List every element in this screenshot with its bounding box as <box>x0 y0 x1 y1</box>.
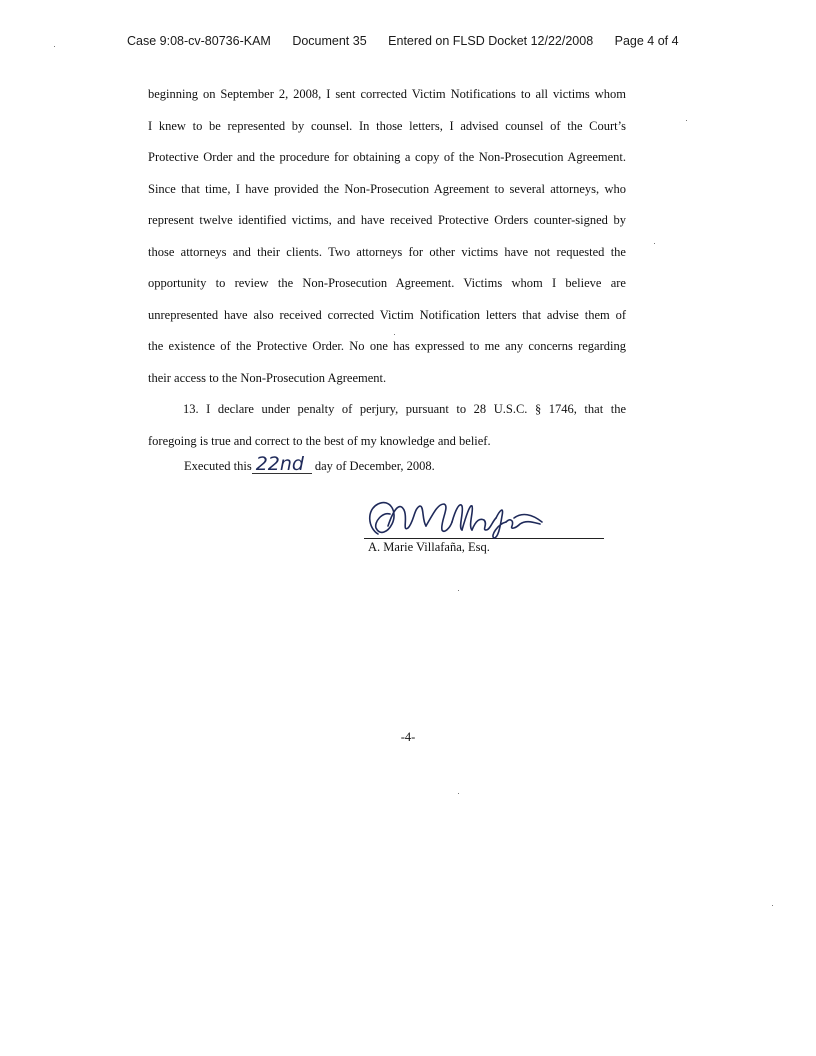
body-line: those attorneys and their clients. Two attorneys for other victims have not requested the <box>148 244 626 259</box>
handwritten-day: 22nd <box>252 455 312 474</box>
scan-speck <box>54 46 55 47</box>
body-line: Protective Order and the procedure for obtaining a copy of the Non-Prosecution Agreement. <box>148 150 626 164</box>
signature-block <box>364 498 604 555</box>
paragraph-13-line: foregoing is true and correct to the best of my knowledge and belief. <box>148 433 491 448</box>
paragraph-13-line: 13. I declare under penalty of perjury, pursuant to 28 U.S.C. § 1746, that the <box>183 402 626 416</box>
page-count: Page 4 of 4 <box>614 34 679 48</box>
execution-suffix: day of December, 2008. <box>314 459 435 473</box>
declaration-body <box>148 86 626 464</box>
scan-speck <box>394 334 395 335</box>
docket-entry: Entered on FLSD Docket 12/22/2008 <box>388 34 594 48</box>
body-line: beginning on September 2, 2008, I sent corrected Victim Notifications to all victims whom <box>148 87 626 101</box>
page-number: -4- <box>400 730 416 744</box>
scan-speck <box>458 590 459 591</box>
body-line: I knew to be represented by counsel. In those letters, I advised counsel of the Court’s <box>148 118 626 133</box>
scan-speck <box>654 243 655 244</box>
body-line: Since that time, I have provided the Non-Prosecution Agreement to several attorneys, who <box>148 181 626 196</box>
body-line: unrepresented have also received corrected Victim Notification letters that advise them of <box>148 307 626 322</box>
execution-line <box>184 455 435 474</box>
body-line: represent twelve identified victims, and have received Protective Orders counter-signed by <box>148 213 626 227</box>
body-line: the existence of the Protective Order. No one has expressed to me any concerns regarding <box>148 339 626 353</box>
signer-name: A. Marie Villafaña, Esq. <box>368 540 490 554</box>
scan-speck <box>772 905 773 906</box>
execution-prefix: Executed this <box>184 459 252 473</box>
scan-speck <box>686 120 687 121</box>
body-line: opportunity to review the Non-Prosecution Agreement. Victims whom I believe are <box>148 276 626 290</box>
docket-header <box>127 34 679 48</box>
body-line: their access to the Non-Prosecution Agreement. <box>148 370 387 385</box>
signature-line <box>364 538 604 539</box>
case-number: Case 9:08-cv-80736-KAM <box>127 34 271 48</box>
scan-speck <box>458 793 459 794</box>
document-number: Document 35 <box>292 34 367 48</box>
